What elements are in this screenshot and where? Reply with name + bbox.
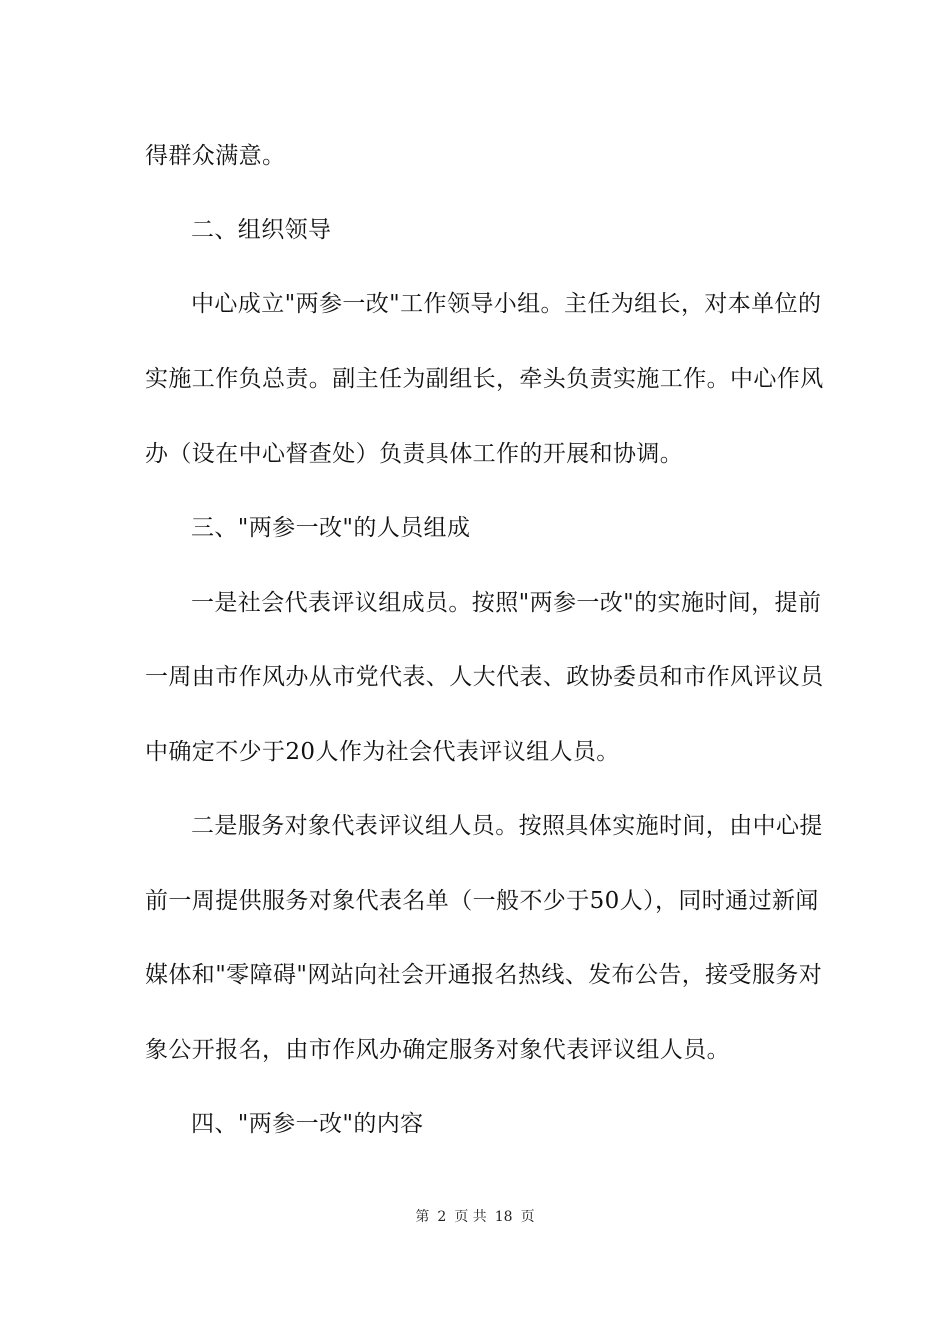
- paragraph-line: 媒体和"零障碍"网站向社会开通报名热线、发布公告，接受服务对: [145, 962, 823, 988]
- paragraph-line: 中确定不少于20人作为社会代表评议组人员。: [145, 739, 620, 765]
- current-page-number: 2: [437, 1209, 447, 1225]
- page-footer: [0, 1207, 950, 1227]
- paragraph-line: 象公开报名，由市作风办确定服务对象代表评议组人员。: [145, 1037, 730, 1063]
- paragraph-line: 前一周提供服务对象代表名单（一般不少于50人），同时通过新闻: [145, 888, 819, 914]
- section-heading: 四、"两参一改"的内容: [191, 1111, 424, 1137]
- footer-middle: 页 共: [454, 1209, 487, 1225]
- section-heading: 二、组织领导: [191, 217, 332, 243]
- total-page-count: 18: [494, 1209, 513, 1225]
- section-heading: 三、"两参一改"的人员组成: [191, 515, 471, 541]
- paragraph-line: 一是社会代表评议组成员。按照"两参一改"的实施时间，提前: [191, 590, 822, 616]
- paragraph-line: 一周由市作风办从市党代表、人大代表、政协委员和市作风评议员: [145, 664, 824, 690]
- paragraph-line: 中心成立"两参一改"工作领导小组。主任为组长，对本单位的: [191, 291, 822, 317]
- paragraph-line: 实施工作负总责。副主任为副组长，牵头负责实施工作。中心作风: [145, 366, 824, 392]
- footer-suffix: 页: [520, 1209, 535, 1225]
- paragraph-line: 办（设在中心督查处）负责具体工作的开展和协调。: [145, 441, 684, 467]
- paragraph-line: 得群众满意。: [145, 143, 286, 169]
- footer-prefix: 第: [415, 1209, 430, 1225]
- paragraph-line: 二是服务对象代表评议组人员。按照具体实施时间，由中心提: [191, 813, 823, 839]
